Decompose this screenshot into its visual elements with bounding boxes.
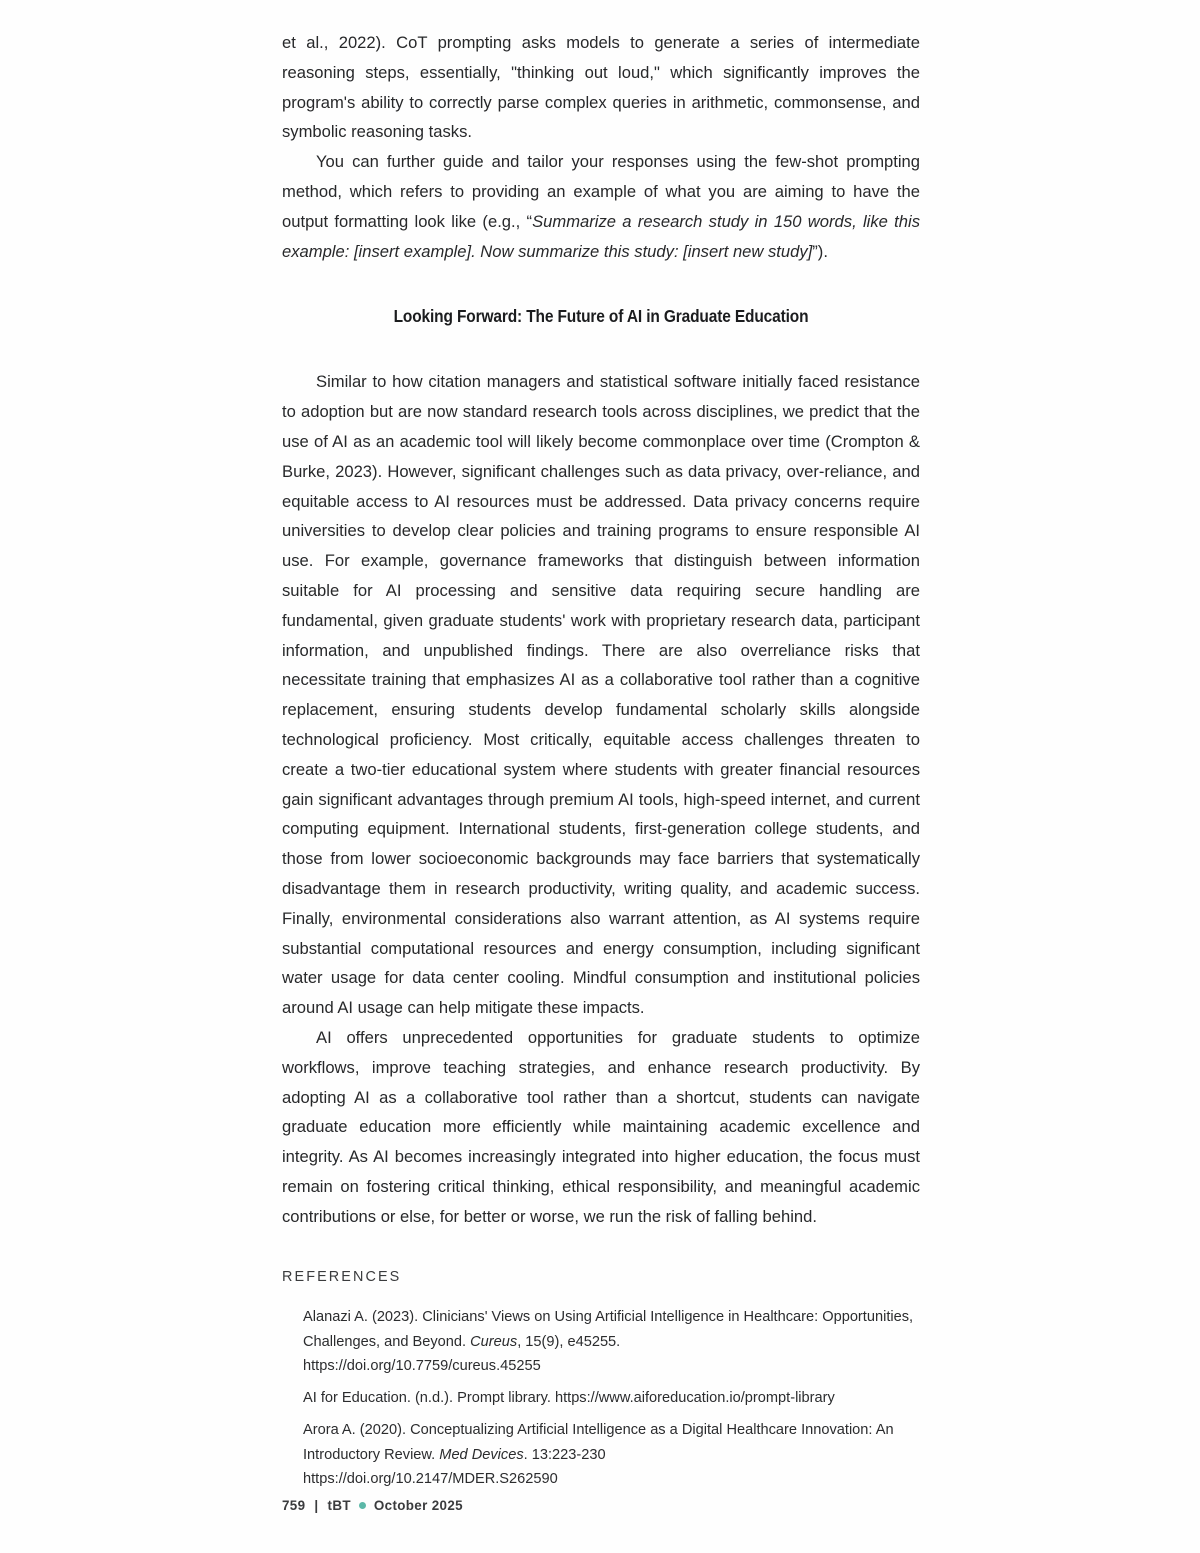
- references-spacer: [282, 1231, 920, 1269]
- reference-source-italic: Cureus: [470, 1333, 518, 1350]
- reference-text-tail: , 15(9), e45255.: [517, 1333, 621, 1350]
- page-footer: [282, 1498, 463, 1513]
- reference-doi-link[interactable]: https://doi.org/10.7759/cureus.45255: [303, 1357, 541, 1374]
- paragraph-few-shot-text-tail: ”).: [812, 241, 828, 261]
- reference-text-lead[interactable]: AI for Education. (n.d.). Prompt library. https://www.aiforeducation.io/prompt-library: [303, 1390, 835, 1407]
- reference-doi-link[interactable]: https://doi.org/10.2147/MDER.S262590: [303, 1470, 558, 1487]
- section-heading-wrapper: [282, 306, 920, 327]
- footer-issue-date: October 2025: [373, 1498, 463, 1513]
- reference-item: [303, 1386, 920, 1410]
- paragraph-few-shot-text-lead: You can further guide and tailor your responses using the few-shot prompting method, which refers to providing an example of what you are aiming to have the output formatting look like (e.g., “: [282, 152, 920, 231]
- footer-journal-name: tBT: [327, 1498, 351, 1513]
- paragraph-cot-prompting: et al., 2022). CoT prompting asks models to generate a series of intermediate reasoning steps, essentially, "thinking out loud," which significantly improves the program's ability to correctly parse complex queries in arithmetic, commonsense, and symbolic reasoning tasks.: [282, 33, 920, 142]
- section-heading-looking-forward: Looking Forward: The Future of AI in Graduate Education: [393, 306, 809, 327]
- references-list: [282, 1305, 920, 1490]
- paragraph-conclusion: AI offers unprecedented opportunities for graduate students to optimize workflows, improve teaching strategies, and enhance research productivity. By adopting AI as a collaborative tool rather than a shortcut, students can navigate graduate education more efficiently while maintaining academic excellence and integrity. As AI becomes increasingly integrated into higher education, the focus must remain on fostering critical thinking, ethical responsibility, and meaningful academic contributions or else, for better or worse, we run the risk of falling behind.: [282, 1027, 920, 1226]
- paragraph-few-shot-prompting: [282, 147, 920, 266]
- footer-separator: |: [314, 1498, 319, 1513]
- reference-text-lead: Arora A. (2020). Conceptualizing Artificial Intelligence as a Digital Healthcare Innovation: An Introductory Review.: [303, 1422, 894, 1463]
- footer-page-number: 759: [282, 1498, 306, 1513]
- references-heading: REFERENCES: [282, 1269, 402, 1286]
- reference-item: [303, 1418, 920, 1491]
- reference-text-tail: . 13:223-230: [523, 1446, 606, 1463]
- paragraph-future-challenges: Similar to how citation managers and statistical software initially faced resistance to adoption but are now standard research tools across disciplines, we predict that the use of AI as an academic tool will likely become commonplace over time (Crompton & Burke, 2023). However, significant challenges such as data privacy, over-reliance, and equitable access to AI resources must be addressed. Data privacy concerns require universities to develop clear policies and training programs to ensure responsible AI use. For example, governance frameworks that distinguish between information suitable for AI processing and sensitive data requiring secure handling are fundamental, given graduate students' work with proprietary research data, participant information, and unpublished findings. There are also overreliance risks that necessitate training that emphasizes AI as a collaborative tool rather than a cognitive replacement, ensuring students develop fundamental scholarly skills alongside technological proficiency. Most critically, equitable access challenges threaten to create a two-tier educational system where students with greater financial resources gain significant advantages through premium AI tools, high-speed internet, and current computing equipment. International students, first-generation college students, and those from lower socioeconomic backgrounds may face barriers that systematically disadvantage them in research productivity, writing quality, and academic success. Finally, environmental considerations also warrant attention, as AI systems require substantial computational resources and energy consumption, including significant water usage for data center cooling. Mindful consumption and institutional policies around AI usage can help mitigate these impacts.: [282, 372, 920, 1018]
- example-prompt-italic: Summarize a research study in 150 words, like this example: [insert example]. Now summarize this study: [insert new study]: [282, 211, 920, 261]
- article-body-column: [282, 28, 920, 1499]
- bullet-dot-icon: [359, 1502, 366, 1509]
- reference-source-italic: Med Devices: [439, 1446, 524, 1463]
- reference-item: [303, 1305, 920, 1378]
- reference-text-lead: Alanazi A. (2023). Clinicians' Views on Using Artificial Intelligence in Healthcare: Opportunities, Challenges, and Beyond.: [303, 1309, 914, 1350]
